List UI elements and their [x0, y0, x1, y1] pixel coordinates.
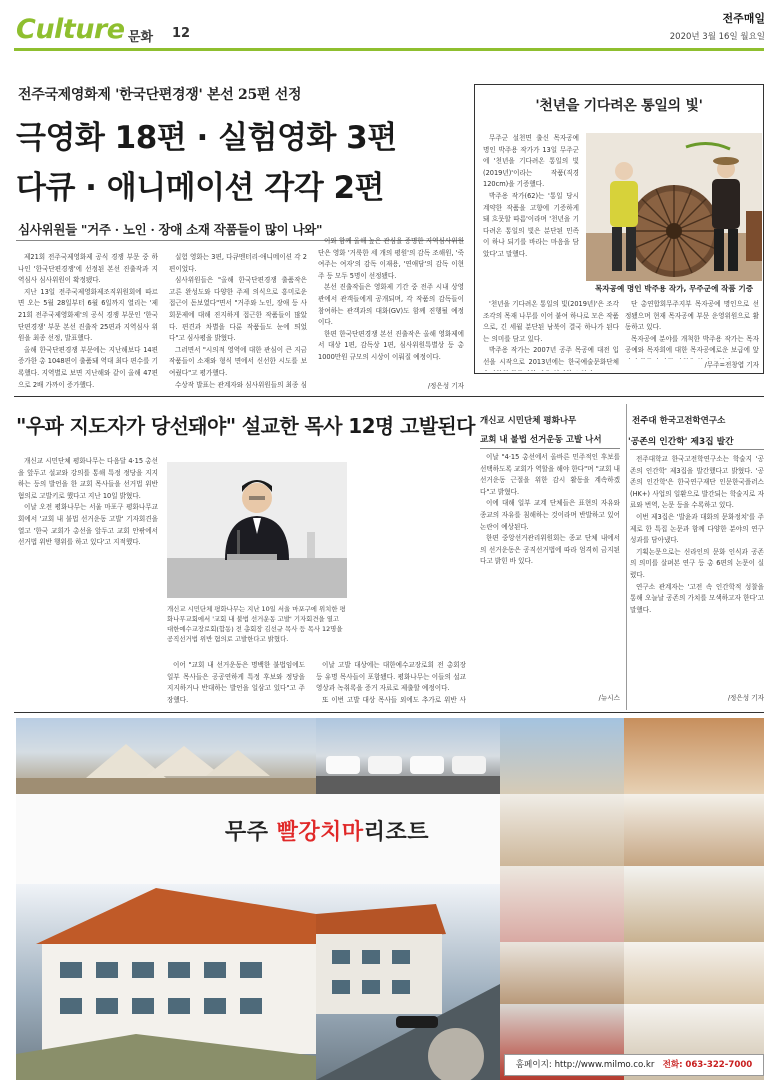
story2-subhead-b: 교회 내 불법 선거운동 고발 나서 [480, 435, 602, 445]
paragraph: 기획논문으로는 신라인의 문화 인식과 공존의 의미를 살펴본 연구 등 총 6편의 논문이 실렸다. [630, 547, 764, 579]
phone-label: 전화: [662, 1060, 683, 1070]
paragraph: 개신교 시민단체 평화나무는 다음달 4·15 총선을 앞두고 설교와 강의를 통해 특정 정당을 지지하는 등의 발언을 한 교회 목사들을 선거법 위반 혐의로 고발키로 했다고 지난 10일 밝혔다. [18, 457, 158, 500]
resort-advertisement [16, 718, 764, 1080]
phone-number: 063-322-7000 [685, 1060, 753, 1070]
donation-photo [586, 133, 762, 281]
paragraph: 이와 함께 올해 높은 관심을 증명한 지역심사위원단은 영화 '거룩한 세 개의 평원'의 감독 조해원, '죽여주는 여자'의 감독 이재용, '연애담'의 감독 이현주 등 모두 5명이 선정됐다. [318, 237, 464, 280]
page-header [0, 0, 777, 50]
story3-headline: '공존의 인간학' 제3집 발간 [628, 437, 734, 447]
ad-title-post: 리조트 [363, 820, 429, 845]
paragraph: 또 이번 고발 대상 목사들 외에도 추가로 위반 사 [322, 695, 466, 704]
sidebar-story [474, 84, 764, 374]
newspaper-name: 전주매일 [722, 12, 765, 25]
story2-sub-rule [480, 448, 620, 449]
ad-photo-bedroom [500, 866, 624, 942]
ad-photo-dining [500, 942, 624, 1004]
story3-byline: /정은성 기자 [727, 694, 764, 702]
ad-photo-interior-wood [624, 718, 764, 794]
story1-col3 [318, 236, 464, 380]
sidebar-title: '천년을 기다려온 통일의 빛' [535, 98, 703, 114]
story2-col3 [316, 660, 466, 706]
paragraph: 이번 제3집은 '발윤과 대화의 문화정치'를 주제로 한 특집 논문과 함께 다양한 분야의 연구 성과를 담아냈다. [630, 512, 764, 545]
ad-photo-caravans [316, 718, 500, 794]
sidebar-bottom-left [483, 299, 619, 371]
story3-text [630, 454, 764, 692]
column-divider [626, 404, 627, 710]
story1-headline-line1: 극영화 18편 · 실험영화 3편 [16, 120, 397, 156]
paragraph: 이에 대해 일부 교계 단체들은 표현의 자유와 종교의 자유를 침해하는 것이라며 반발하고 있어 논란이 예상된다. [480, 499, 620, 531]
ad-photo-glamping-art [16, 718, 316, 794]
story1-col2 [169, 252, 307, 388]
paragraph: 한편 중앙선거관리위원회는 종교 단체 내에서의 선거운동은 공직선거법에 따라 엄격히 금지된다고 밝힌 바 있다. [480, 534, 620, 566]
ad-photo-terrace [500, 718, 624, 794]
story2-col1 [18, 456, 158, 706]
story1-col1 [18, 252, 158, 388]
story1-byline: /정은성 기자 [427, 382, 464, 390]
press-conference-caption: 개신교 시민단체 평화나무는 지난 10일 서울 마포구에 위치한 평화나무교회에서 '교회 내 불법 선거운동 고발' 기자회견을 열고 대한예수교장로회(합동) 전 총회장 김선규 목사 등 목사 12명을 공직선거법 위반 혐의로 고발한다고 밝혔다. [167, 605, 346, 643]
header-rule [14, 48, 764, 51]
press-conference-photo-art [167, 462, 347, 598]
ad-contact-bar [504, 1054, 764, 1076]
paragraph: 이날 오전 평화나무는 서울 마포구 평화나무교회에서 '교회 내 불법 선거운동 고발' 기자회견을 열고 '한국 교회가 총선을 앞두고 교회 안팎에서 선거법 위반 행위를 하고 있다'고 지적했다. [18, 503, 158, 547]
donation-photo-art [586, 133, 762, 281]
sidebar-text [483, 133, 579, 283]
ad-title-pre: 무주 [225, 820, 277, 845]
sidebar-byline: /무주=전창엽 기자 [704, 361, 759, 369]
paragraph: 심사위원들은 "올해 한국단편경쟁 출품작은 고른 완성도와 다양한 주제 의식으로 흥미로운 접근이 돋보였다"면서 "거주와 노인, 장애 등 사회문제에 대해 진지하게 접근한 작품들이 많았다. 편견과 차별을 다룬 작품들도 눈에 띄었다"고 심사평을 밝혔다. [169, 276, 307, 343]
paragraph: 목자공예 분야를 개척한 박주용 작가는 목자공예와 목자회에 대한 목자공예로운 보급에 앞 [625, 334, 759, 355]
story2-byline: /뉴시스 [598, 694, 620, 702]
paragraph: 올해 한국단편경쟁 부문에는 지난해보다 14편 증가한 총 1048편이 출품돼 역대 최다 편수를 기록했다. 지역별로 보면 지난해와 같이 올해 47편으로 2배 가까이 증가했다. [18, 345, 158, 388]
ad-photo-room1 [500, 794, 624, 866]
paragraph: 단 총연합회무주지부 목자공예 명인으로 선정됐으며 현재 목자공예 부문 운영위원으로 활동하고 있다. [625, 300, 759, 332]
homepage-label: 홈페이지: [515, 1060, 552, 1070]
paragraph: 그러면서 "시의적 영역에 대한 관심이 큰 지금 작품들이 소재와 형식 면에서 신선한 시도를 보여줬다"고 평가했다. [169, 345, 307, 377]
story1-kicker: 전주국제영화제 '한국단편경쟁' 본선 25편 선정 [18, 87, 302, 103]
story2-col4 [480, 452, 620, 692]
ad-photo-caravans-art [316, 718, 500, 794]
paragraph: 이날 "4·15 총선에서 올바른 민주적인 후보를 선택하도록 교회가 역할을 해야 한다"며 "교회 내 선거운동 근절을 위한 감시 활동을 계속하겠다"고 밝혔다. [480, 453, 620, 496]
issue-date: 2020년 3월 16일 월요일 [669, 32, 765, 42]
story3-rule [630, 449, 764, 450]
paragraph: 수상작 발표는 관계자와 심사위원들의 최종 심 [175, 380, 307, 388]
paragraph: 지난 13일 전주국제영화제조직위원회에 따르면 오는 5월 28일부터 6월 6일까지 열리는 '제21회 전주국제영화제'의 공식 경쟁 부문인 '한국단편경쟁' 부문 본선 진출작 25편과 지역심사 위원을 최종 선정, 발표했다. [18, 287, 158, 343]
ad-photo-living [624, 866, 764, 942]
paragraph: 이날 고발 대상에는 대한예수교장로회 전 총회장 등 유명 목사들이 포함됐다. 평화나무는 이들의 설교 영상과 녹취록을 증거 자료로 제출할 예정이다. [316, 661, 466, 693]
paragraph: 실험 영화는 3편, 다큐멘터리·애니메이션 각 2편이었다. [169, 253, 307, 273]
donation-photo-caption: 목자공예 명인 박주용 작가, 무주군에 작품 기증 [586, 281, 762, 297]
story2-col2 [167, 660, 305, 706]
sidebar-bottom-right [625, 299, 759, 359]
ad-photo-room2 [624, 794, 764, 866]
paragraph: 전주대학교 한국고전학연구소는 학술지 '공존의 인간학' 제3집을 발간했다고 밝혔다. '공존의 인간학'은 한국연구재단 인문한국플러스(HK+) 사업의 일환으로 발간되는 학술지로 자료와 번역, 논문 등을 수록하고 있다. [630, 455, 764, 510]
ad-photo-glamping [16, 718, 316, 794]
paragraph: 제21회 전주국제영화제 공식 경쟁 부문 중 하나인 '한국단편경쟁'에 선정된 본선 진출작과 지역심사 심사위원이 확정됐다. [18, 253, 158, 285]
paragraph: 무주군 설천면 출신 목자공예 명인 박주용 작가가 13일 무주군에 '천년을 기다려온 통일의 빛(2019년)'이라는 작품(직경 120cm)을 기증했다. [483, 134, 579, 189]
story2-headline: "우파 지도자가 당선돼야" 설교한 목사 12명 고발된다 [16, 414, 475, 438]
story1-subhead: 심사위원들 "거주 · 노인 · 장애 소재 작품들이 많이 나와" [18, 222, 323, 237]
section-rule [14, 396, 764, 397]
homepage-link[interactable]: http://www.milmo.co.kr [554, 1060, 655, 1070]
section-title-ko: 문화 [128, 30, 154, 45]
ad-title-red: 빨강치마 [276, 820, 364, 845]
paragraph: 이어 "교회 내 선거운동은 명백한 불법임에도 일부 목사들은 공공연하게 특정 후보와 정당을 지지하거나 반대하는 발언을 일삼고 있다"고 주장했다. [167, 661, 305, 704]
story1-headline-line2: 다큐 · 애니메이션 각각 2편 [16, 170, 384, 206]
story3-kicker: 전주대 한국고전학연구소 [632, 416, 726, 426]
page-number: 12 [172, 26, 191, 41]
paragraph: 본선 진출작들은 영화제 기간 중 전주 시내 상영관에서 관객들에게 공개되며, 각 작품의 감독들이 참여하는 관객과의 대화(GV)도 함께 진행될 예정이다. [318, 283, 464, 327]
paragraph: 박주용 작가는 2007년 공주 목공예 대전 입선을 시작으로 2013년에는 한국예술문화단체 [483, 346, 619, 366]
ad-rule [14, 712, 764, 713]
press-conference-photo [167, 462, 347, 598]
paragraph: 연구소 관계자는 '고전 속 인간학적 성찰을 통해 오늘날 공존의 가치를 모색하고자 한다'고 말했다. [630, 582, 764, 614]
section-title-en: Culture [16, 14, 125, 45]
ad-photo-hall [624, 942, 764, 1004]
story2-subhead-a: 개신교 시민단체 평화나무 [480, 416, 577, 426]
paragraph: '천년을 기다려온 통일의 빛(2019년)'은 조각조각의 목재 나무를 이어 붙여 하나로 모은 작품으로, 긴 세월 분단된 남북이 결국 하나가 된다는 의미를 담고 있다. [483, 300, 619, 343]
paragraph: 한편 한국단편경쟁 본선 진출작은 올해 영화제에서 대상 1편, 감독상 1편, 심사위원특별상 등 총 1000만원 규모의 시상이 이뤄질 예정이다. [318, 329, 464, 361]
paragraph: 박주용 작가(62)는 '통일 당시 계약한 작품을 고향에 기증하게 돼 흐뭇할 따름'이라며 '천년을 기다려온 통일의 빛은 분단된 민족이 하나 되기를 바라는 마음을 담았다'고 말했다. [483, 191, 579, 258]
ad-title [225, 815, 429, 846]
